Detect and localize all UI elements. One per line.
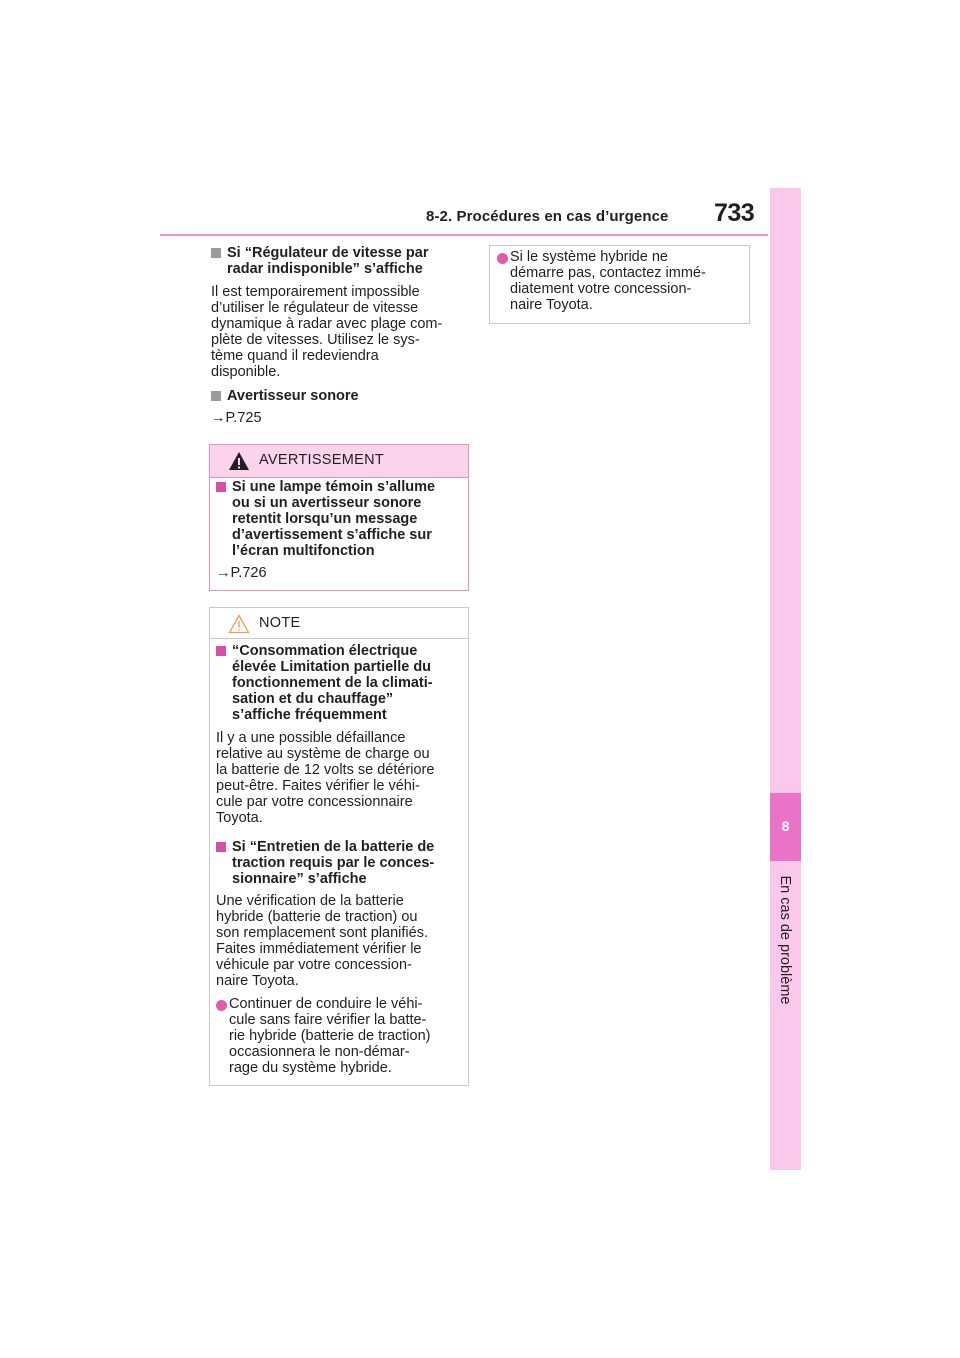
page-number: 733: [714, 199, 755, 227]
chapter-number: 8: [781, 818, 790, 834]
warning-title: AVERTISSEMENT: [259, 452, 385, 468]
square-bullet-icon: [211, 248, 221, 258]
chapter-tab-strip: [770, 188, 801, 1170]
section-title: 8-2. Procédures en cas d’urgence: [426, 208, 669, 225]
note-header: [210, 608, 468, 639]
note-continuation-box: [489, 245, 750, 324]
square-bullet-icon: [216, 482, 226, 492]
square-bullet-icon: [216, 646, 226, 656]
note-body-battery: Une vérification de la batterie hybride (batterie de traction) ou son remplacement sont planifiés. Faites immédiatement vérifier le véhicule par votre concession- naire Toyota.: [216, 893, 428, 989]
buzzer-page-link[interactable]: →P.725: [211, 410, 262, 426]
cruise-body: Il est temporairement impossible d’utiliser le régulateur de vitesse dynamique à radar avec plage com- plète de vitesses. Utilisez le sys- tème quand il redeviendra disponible.: [211, 284, 443, 380]
warning-page-link[interactable]: →P.726: [216, 565, 267, 581]
note-title: NOTE: [259, 615, 301, 631]
note-box: NOTE “Consommation électrique élevée Limitation partielle du fonctionnement de la climati- sation et du chauffage” s’affiche fréquemment Il y a une possible défaillance relative au système de charge ou la batterie de 12 volts se détériore peut-être. Faites vérifier le véhi- cule par votre concessionnaire Toyota. Si “Entretien de la batterie de traction requis par le conces- sionnaire” s’affiche Une vérification de la batterie hybride (batterie de traction) ou son remplacement sont planifiés. Faites immédiatement vérifier le véhicule par votre concession- naire Toyota. Continuer de conduire le véhi- cule sans faire vérifier la batte- rie hybride (batterie de traction) occasionnera le non-démar- rage du système hybride.: [209, 607, 469, 1086]
square-bullet-icon: [211, 391, 221, 401]
warning-triangle-icon: [228, 451, 250, 471]
note-body-power: Il y a une possible défaillance relative au système de charge ou la batterie de 12 volts se détériore peut-être. Faites vérifier le véhi- cule par votre concessionnaire Toyota.: [216, 730, 435, 826]
caution-triangle-icon: [228, 614, 250, 634]
square-bullet-icon: [216, 842, 226, 852]
warning-header: [210, 445, 468, 478]
note-bullet-battery: Continuer de conduire le véhi- cule sans faire vérifier la batte- rie hybride (batterie de traction) occasionnera le non-démar- rage du système hybride.: [229, 996, 431, 1076]
round-bullet-icon: [497, 253, 508, 264]
note-bullet-hybrid: Si le système hybride ne démarre pas, contactez immé- diatement votre concession- naire Toyota.: [510, 249, 706, 313]
round-bullet-icon: [216, 1000, 227, 1011]
header-rule: [160, 234, 768, 236]
chapter-label: En cas de problème: [777, 875, 793, 1005]
warning-box: AVERTISSEMENT Si une lampe témoin s’allume ou si un avertisseur sonore retentit lorsqu’un message d’avertissement s’affiche sur l’écran multifonction →P.726: [209, 444, 469, 591]
